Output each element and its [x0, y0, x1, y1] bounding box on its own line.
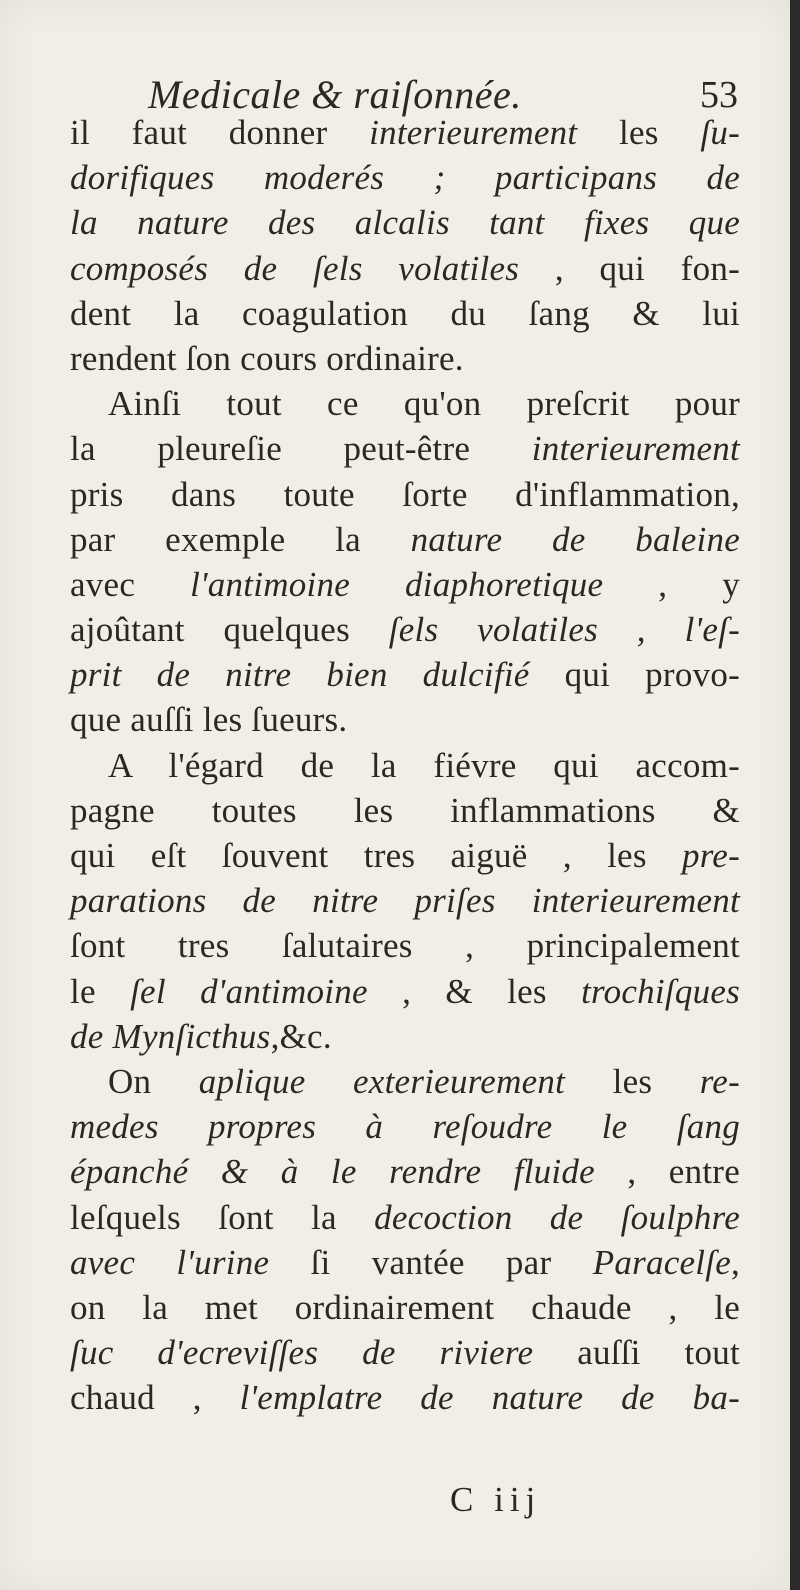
- text-line: [70, 472, 740, 517]
- italic-text-segment: prit de nitre bien dulcifié: [70, 655, 530, 695]
- italic-text-segment: decoction de ſoulphre: [374, 1197, 740, 1237]
- text-line: [70, 1375, 740, 1420]
- text-segment: leſquels ſont la: [70, 1197, 375, 1237]
- text-segment: le: [70, 971, 131, 1011]
- italic-text-segment: ſuc d'ecreviſſes de riviere: [70, 1333, 534, 1373]
- text-segment: A l'égard de la fiévre qui accom-: [108, 745, 740, 785]
- text-line: [70, 155, 740, 200]
- text-line: [70, 743, 740, 788]
- italic-text-segment: dorifiques moderés ; participans de: [70, 158, 740, 198]
- italic-text-segment: re-: [699, 1061, 740, 1101]
- text-line: [70, 1285, 740, 1330]
- text-segment: auſſi tout: [533, 1333, 740, 1373]
- text-line: [70, 1149, 740, 1194]
- text-segment: ,&c.: [270, 1016, 332, 1056]
- signature-mark: C iij: [450, 1480, 542, 1519]
- text-line: [70, 336, 740, 381]
- italic-text-segment: ſels volatiles , l'eſ-: [388, 610, 740, 650]
- text-line: [70, 562, 740, 607]
- text-line: [70, 969, 740, 1014]
- text-segment: qui provo-: [529, 655, 740, 695]
- text-segment: ,: [731, 1242, 740, 1282]
- italic-text-segment: parations de nitre priſes interieurement: [70, 881, 740, 921]
- text-line: [70, 517, 740, 562]
- italic-text-segment: interieurement: [531, 429, 740, 469]
- text-segment: il faut donner: [70, 113, 370, 152]
- text-segment: avec: [70, 564, 191, 604]
- text-segment: on la met ordinairement chaude , le: [70, 1287, 740, 1327]
- text-line: [70, 607, 740, 652]
- text-segment: qui eſt ſouvent tres aiguë , les: [70, 836, 682, 875]
- text-segment: les: [577, 113, 701, 152]
- text-line: [70, 246, 740, 291]
- text-line: [70, 923, 740, 968]
- text-segment: que auſſi les ſueurs.: [70, 700, 348, 740]
- text-line: [70, 1059, 740, 1104]
- text-line: [70, 1240, 740, 1285]
- text-segment: pris dans toute ſorte d'inflammation,: [70, 474, 740, 514]
- page-number: 53: [700, 74, 738, 116]
- running-title: Medicale & raiſonnée.: [148, 72, 522, 117]
- italic-text-segment: nature de baleine: [410, 519, 740, 559]
- italic-text-segment: trochiſques: [581, 971, 741, 1011]
- text-segment: ſi vantée par: [269, 1242, 593, 1282]
- text-line: [70, 878, 740, 923]
- text-line: [70, 1014, 740, 1059]
- italic-text-segment: Paracelſe: [592, 1242, 731, 1282]
- italic-text-segment: interieurement: [369, 113, 578, 152]
- text-line: [70, 291, 740, 336]
- italic-text-segment: la nature des alcalis tant fixes que: [70, 203, 740, 243]
- text-segment: ajoûtant quelques: [70, 610, 389, 650]
- text-segment: les: [565, 1061, 700, 1101]
- text-line: [70, 1330, 740, 1375]
- italic-text-segment: composés de ſels volatiles: [70, 248, 520, 288]
- text-line: [70, 652, 740, 697]
- text-segment: la pleureſie peut-être: [70, 429, 532, 469]
- italic-text-segment: avec l'urine: [70, 1242, 270, 1282]
- text-segment: par exemple la: [70, 519, 411, 559]
- text-line: [70, 788, 740, 833]
- text-line: [70, 697, 740, 742]
- text-line: [70, 833, 740, 878]
- text-segment: chaud ,: [70, 1378, 240, 1418]
- italic-text-segment: de Mynſicthus: [70, 1016, 271, 1056]
- text-line: [70, 110, 740, 155]
- italic-text-segment: l'antimoine diaphoretique: [190, 564, 604, 604]
- italic-text-segment: medes propres à reſoudre le ſang: [70, 1107, 740, 1147]
- text-segment: , entre: [594, 1152, 741, 1192]
- text-segment: , & les: [367, 971, 582, 1011]
- italic-text-segment: pre-: [681, 836, 740, 875]
- text-segment: , y: [603, 564, 740, 604]
- text-segment: , qui fon-: [519, 248, 740, 288]
- italic-text-segment: ſu-: [700, 113, 740, 152]
- italic-text-segment: épanché & à le rendre fluide: [70, 1152, 595, 1192]
- text-segment: dent la coagulation du ſang & lui: [70, 293, 740, 333]
- italic-text-segment: ſel d'antimoine: [130, 971, 368, 1011]
- text-line: [70, 1104, 740, 1149]
- body-text: [70, 110, 740, 1420]
- text-segment: Ainſi tout ce qu'on preſcrit pour: [108, 384, 740, 424]
- text-line: [70, 426, 740, 471]
- text-line: [70, 200, 740, 245]
- italic-text-segment: aplique exterieurement: [198, 1061, 566, 1101]
- text-segment: rendent ſon cours ordinaire.: [70, 338, 464, 378]
- text-segment: pagne toutes les inflammations &: [70, 790, 740, 830]
- text-line: [70, 381, 740, 426]
- text-segment: On: [108, 1061, 199, 1101]
- text-line: [70, 1195, 740, 1240]
- text-segment: ſont tres ſalutaires , principalement: [70, 926, 740, 966]
- italic-text-segment: l'emplatre de nature de ba-: [239, 1378, 740, 1418]
